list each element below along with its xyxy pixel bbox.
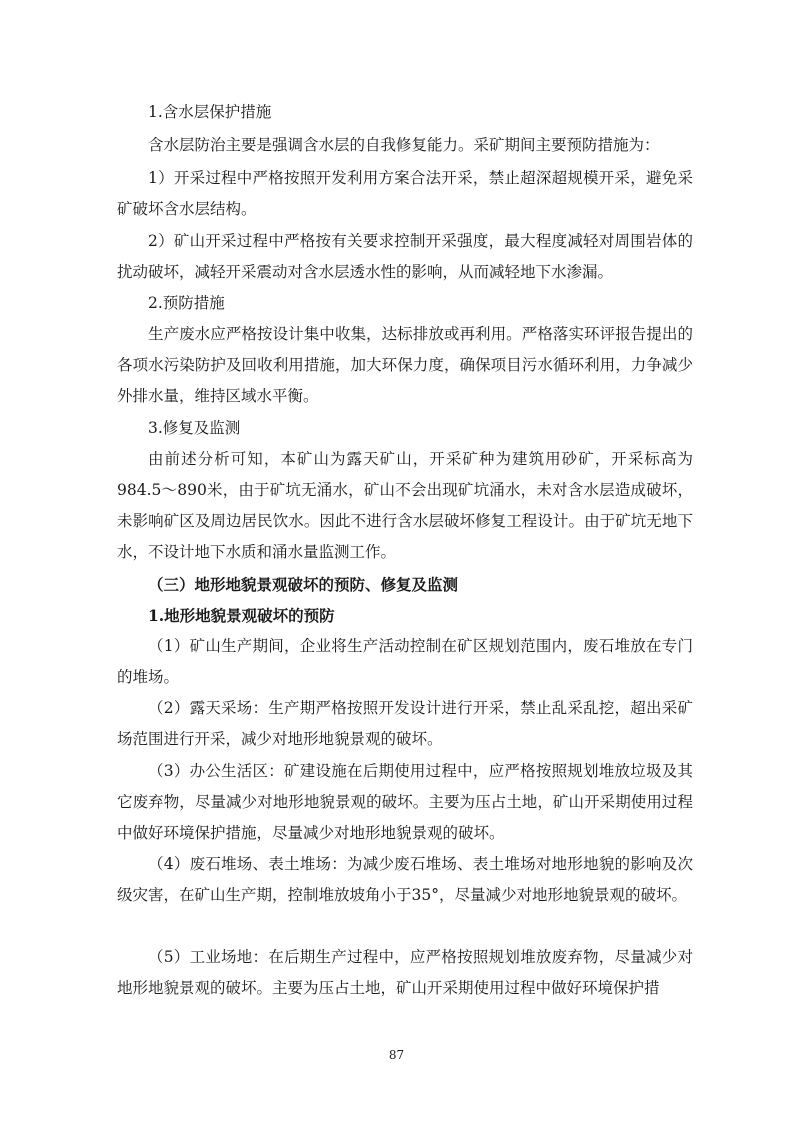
paragraph: 生产废水应严格按设计集中收集，达标排放或再利用。严格落实环评报告提出的各项水污染防护及回收利用措施，加大环保力度，确保项目污水循环利用，力争减少外排水量，维持区域水平衡。 (117, 325, 693, 405)
paragraph: 含水层防治主要是强调含水层的自我修复能力。采矿期间主要预防措施为： (148, 136, 660, 154)
subheading-repair-monitoring: 3.修复及监测 (148, 419, 241, 437)
subheading-aquifer-protection: 1.含水层保护措施 (148, 103, 272, 121)
page-number: 87 (388, 1048, 405, 1062)
paragraph: 由前述分析可知，本矿山为露天矿山，开采矿种为建筑用砂矿，开采标高为984.5～890米，由于矿坑无涌水，矿山不会出现矿坑涌水，未对含水层造成破坏，未影响矿区及周边居民饮水。因此不进行含水层破坏修复工程设计。由于矿坑无地下水，不设计地下水质和涌水量监测工作。 (117, 450, 693, 561)
list-item: 2）矿山开采过程中严格按有关要求控制开采强度，最大程度减轻对周围岩体的扰动破坏，减轻开采震动对含水层透水性的影响，从而减轻地下水渗漏。 (117, 232, 693, 281)
list-item: （2）露天采场：生产期严格按照开发设计进行开采，禁止乱采乱挖，超出采矿场范围进行开采，减少对地形地貌景观的破坏。 (117, 699, 693, 748)
list-item: （5）工业场地：在后期生产过程中，应严格按照规划堆放废弃物，尽量减少对地形地貌景观的破坏。主要为压占土地，矿山开采期使用过程中做好环境保护措 (117, 948, 693, 997)
list-item: 1）开采过程中严格按照开发利用方案合法开采，禁止超深超规模开采，避免采矿破坏含水层结构。 (117, 169, 693, 218)
section-heading: （三）地形地貌景观破坏的预防、修复及监测 (148, 575, 459, 594)
subsection-heading: 1.地形地貌景观破坏的预防 (148, 606, 335, 625)
list-item: （4）废石堆场、表土堆场：为减少废石堆场、表土堆场对地形地貌的影响及次级灾害，在矿山生产期，控制堆放坡角小于35°，尽量减少对地形地貌景观的破坏。 (117, 855, 693, 904)
list-item: （1）矿山生产期间，企业将生产活动控制在矿区规划范围内，废石堆放在专门的堆场。 (117, 637, 693, 686)
subheading-prevention: 2.预防措施 (148, 294, 225, 312)
list-item: （3）办公生活区：矿建设施在后期使用过程中，应严格按照规划堆放垃圾及其它废弃物，尽量减少对地形地貌景观的破坏。主要为压占土地，矿山开采期使用过程中做好环境保护措施，尽量减少对地形地貌景观的破坏。 (117, 762, 693, 842)
